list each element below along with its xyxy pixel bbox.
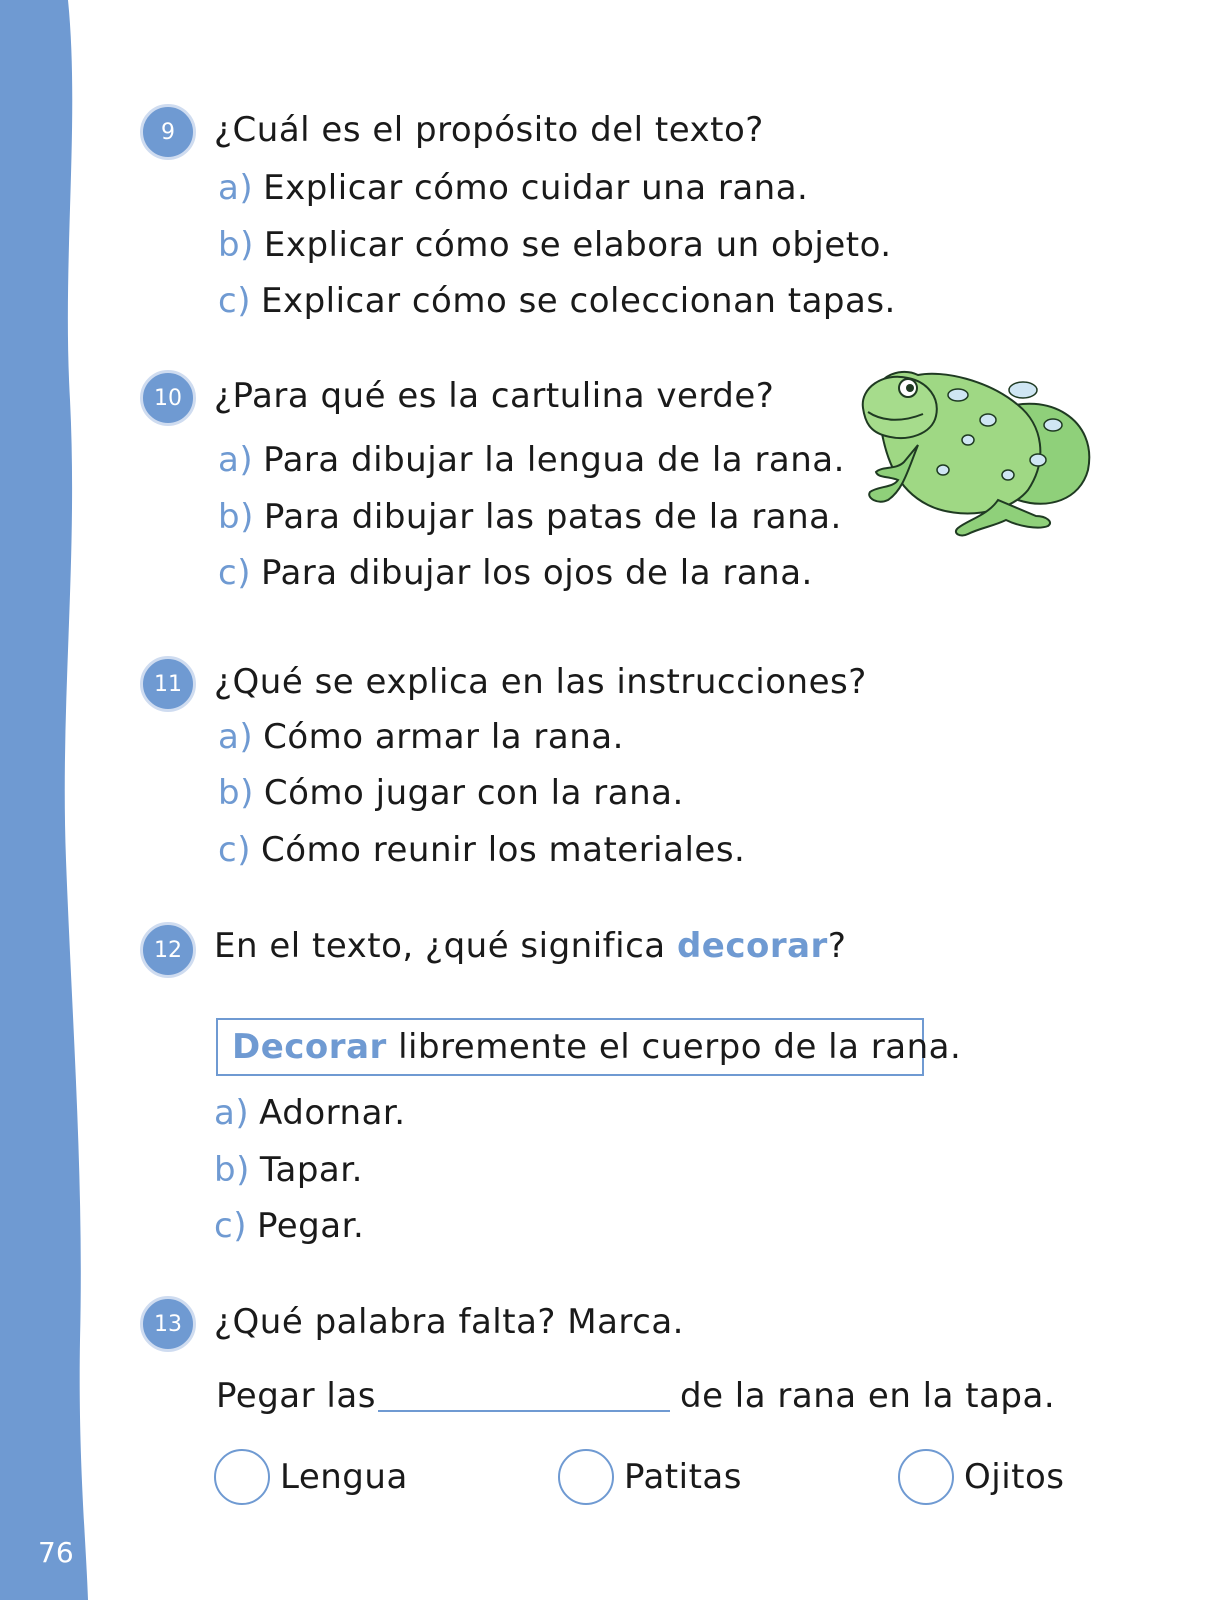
question-13-text: ¿Qué palabra falta? Marca. — [214, 1302, 684, 1342]
answer-blank[interactable] — [378, 1410, 670, 1412]
option-letter: c) — [218, 830, 251, 870]
quote-rest: libremente el cuerpo de la rana. — [386, 1027, 962, 1067]
choice-ojitos[interactable] — [898, 1449, 1065, 1505]
question-11-text: ¿Qué se explica en las instrucciones? — [214, 662, 867, 702]
question-12-keyword: decorar — [676, 926, 828, 966]
choice-label: Lengua — [280, 1457, 408, 1497]
question-10-text: ¿Para qué es la cartulina verde? — [214, 376, 775, 416]
frog-illustration — [848, 350, 1118, 540]
option-letter: b) — [218, 773, 254, 813]
option-text: Para dibujar los ojos de la rana. — [260, 553, 813, 593]
q11-option-b[interactable] — [218, 773, 684, 813]
question-12-badge: 12 — [140, 922, 196, 978]
option-text: Adornar. — [259, 1093, 406, 1133]
question-12-text — [214, 926, 846, 966]
q12-option-b[interactable] — [214, 1150, 363, 1190]
q11-option-c[interactable] — [218, 830, 745, 870]
question-12-before: En el texto, ¿qué significa — [214, 926, 677, 966]
option-text: Tapar. — [259, 1150, 363, 1190]
radio-circle[interactable] — [214, 1449, 270, 1505]
q10-option-a[interactable] — [218, 440, 845, 480]
option-letter: a) — [218, 168, 254, 208]
q9-option-c[interactable] — [218, 281, 896, 321]
question-12-after: ? — [827, 926, 847, 966]
sentence-after: de la rana en la tapa. — [680, 1376, 1056, 1416]
q11-option-a[interactable] — [218, 717, 624, 757]
option-text: Para dibujar las patas de la rana. — [263, 497, 842, 537]
question-10-badge: 10 — [140, 370, 196, 426]
option-letter: b) — [218, 497, 254, 537]
q12-option-c[interactable] — [214, 1206, 364, 1246]
option-text: Cómo reunir los materiales. — [260, 830, 746, 870]
sentence-before: Pegar las — [216, 1376, 376, 1416]
choice-label: Ojitos — [964, 1457, 1065, 1497]
radio-circle[interactable] — [898, 1449, 954, 1505]
option-text: Para dibujar la lengua de la rana. — [263, 440, 845, 480]
option-letter: a) — [218, 717, 254, 757]
choice-label: Patitas — [624, 1457, 742, 1497]
question-13-badge: 13 — [140, 1296, 196, 1352]
page-number: 76 — [38, 1536, 74, 1569]
option-text: Explicar cómo se elabora un objeto. — [263, 225, 892, 265]
q10-option-b[interactable] — [218, 497, 842, 537]
option-letter: c) — [214, 1206, 247, 1246]
radio-circle[interactable] — [558, 1449, 614, 1505]
option-text: Explicar cómo cuidar una rana. — [263, 168, 809, 208]
option-letter: b) — [218, 225, 254, 265]
option-text: Pegar. — [256, 1206, 365, 1246]
option-text: Explicar cómo se coleccionan tapas. — [260, 281, 896, 321]
option-letter: c) — [218, 281, 251, 321]
q9-option-b[interactable] — [218, 225, 892, 265]
quote-keyword: Decorar — [232, 1027, 387, 1067]
option-letter: b) — [214, 1150, 250, 1190]
choice-patitas[interactable] — [558, 1449, 742, 1505]
q12-option-a[interactable] — [214, 1093, 406, 1133]
side-band — [0, 0, 100, 1600]
question-9-badge: 9 — [140, 104, 196, 160]
option-text: Cómo armar la rana. — [263, 717, 624, 757]
choice-lengua[interactable] — [214, 1449, 408, 1505]
question-11-badge: 11 — [140, 656, 196, 712]
option-letter: c) — [218, 553, 251, 593]
option-text: Cómo jugar con la rana. — [263, 773, 684, 813]
question-9-text: ¿Cuál es el propósito del texto? — [214, 110, 764, 150]
quote-box — [216, 1018, 962, 1076]
option-letter: a) — [214, 1093, 250, 1133]
q10-option-c[interactable] — [218, 553, 813, 593]
option-letter: a) — [218, 440, 254, 480]
q9-option-a[interactable] — [218, 168, 808, 208]
